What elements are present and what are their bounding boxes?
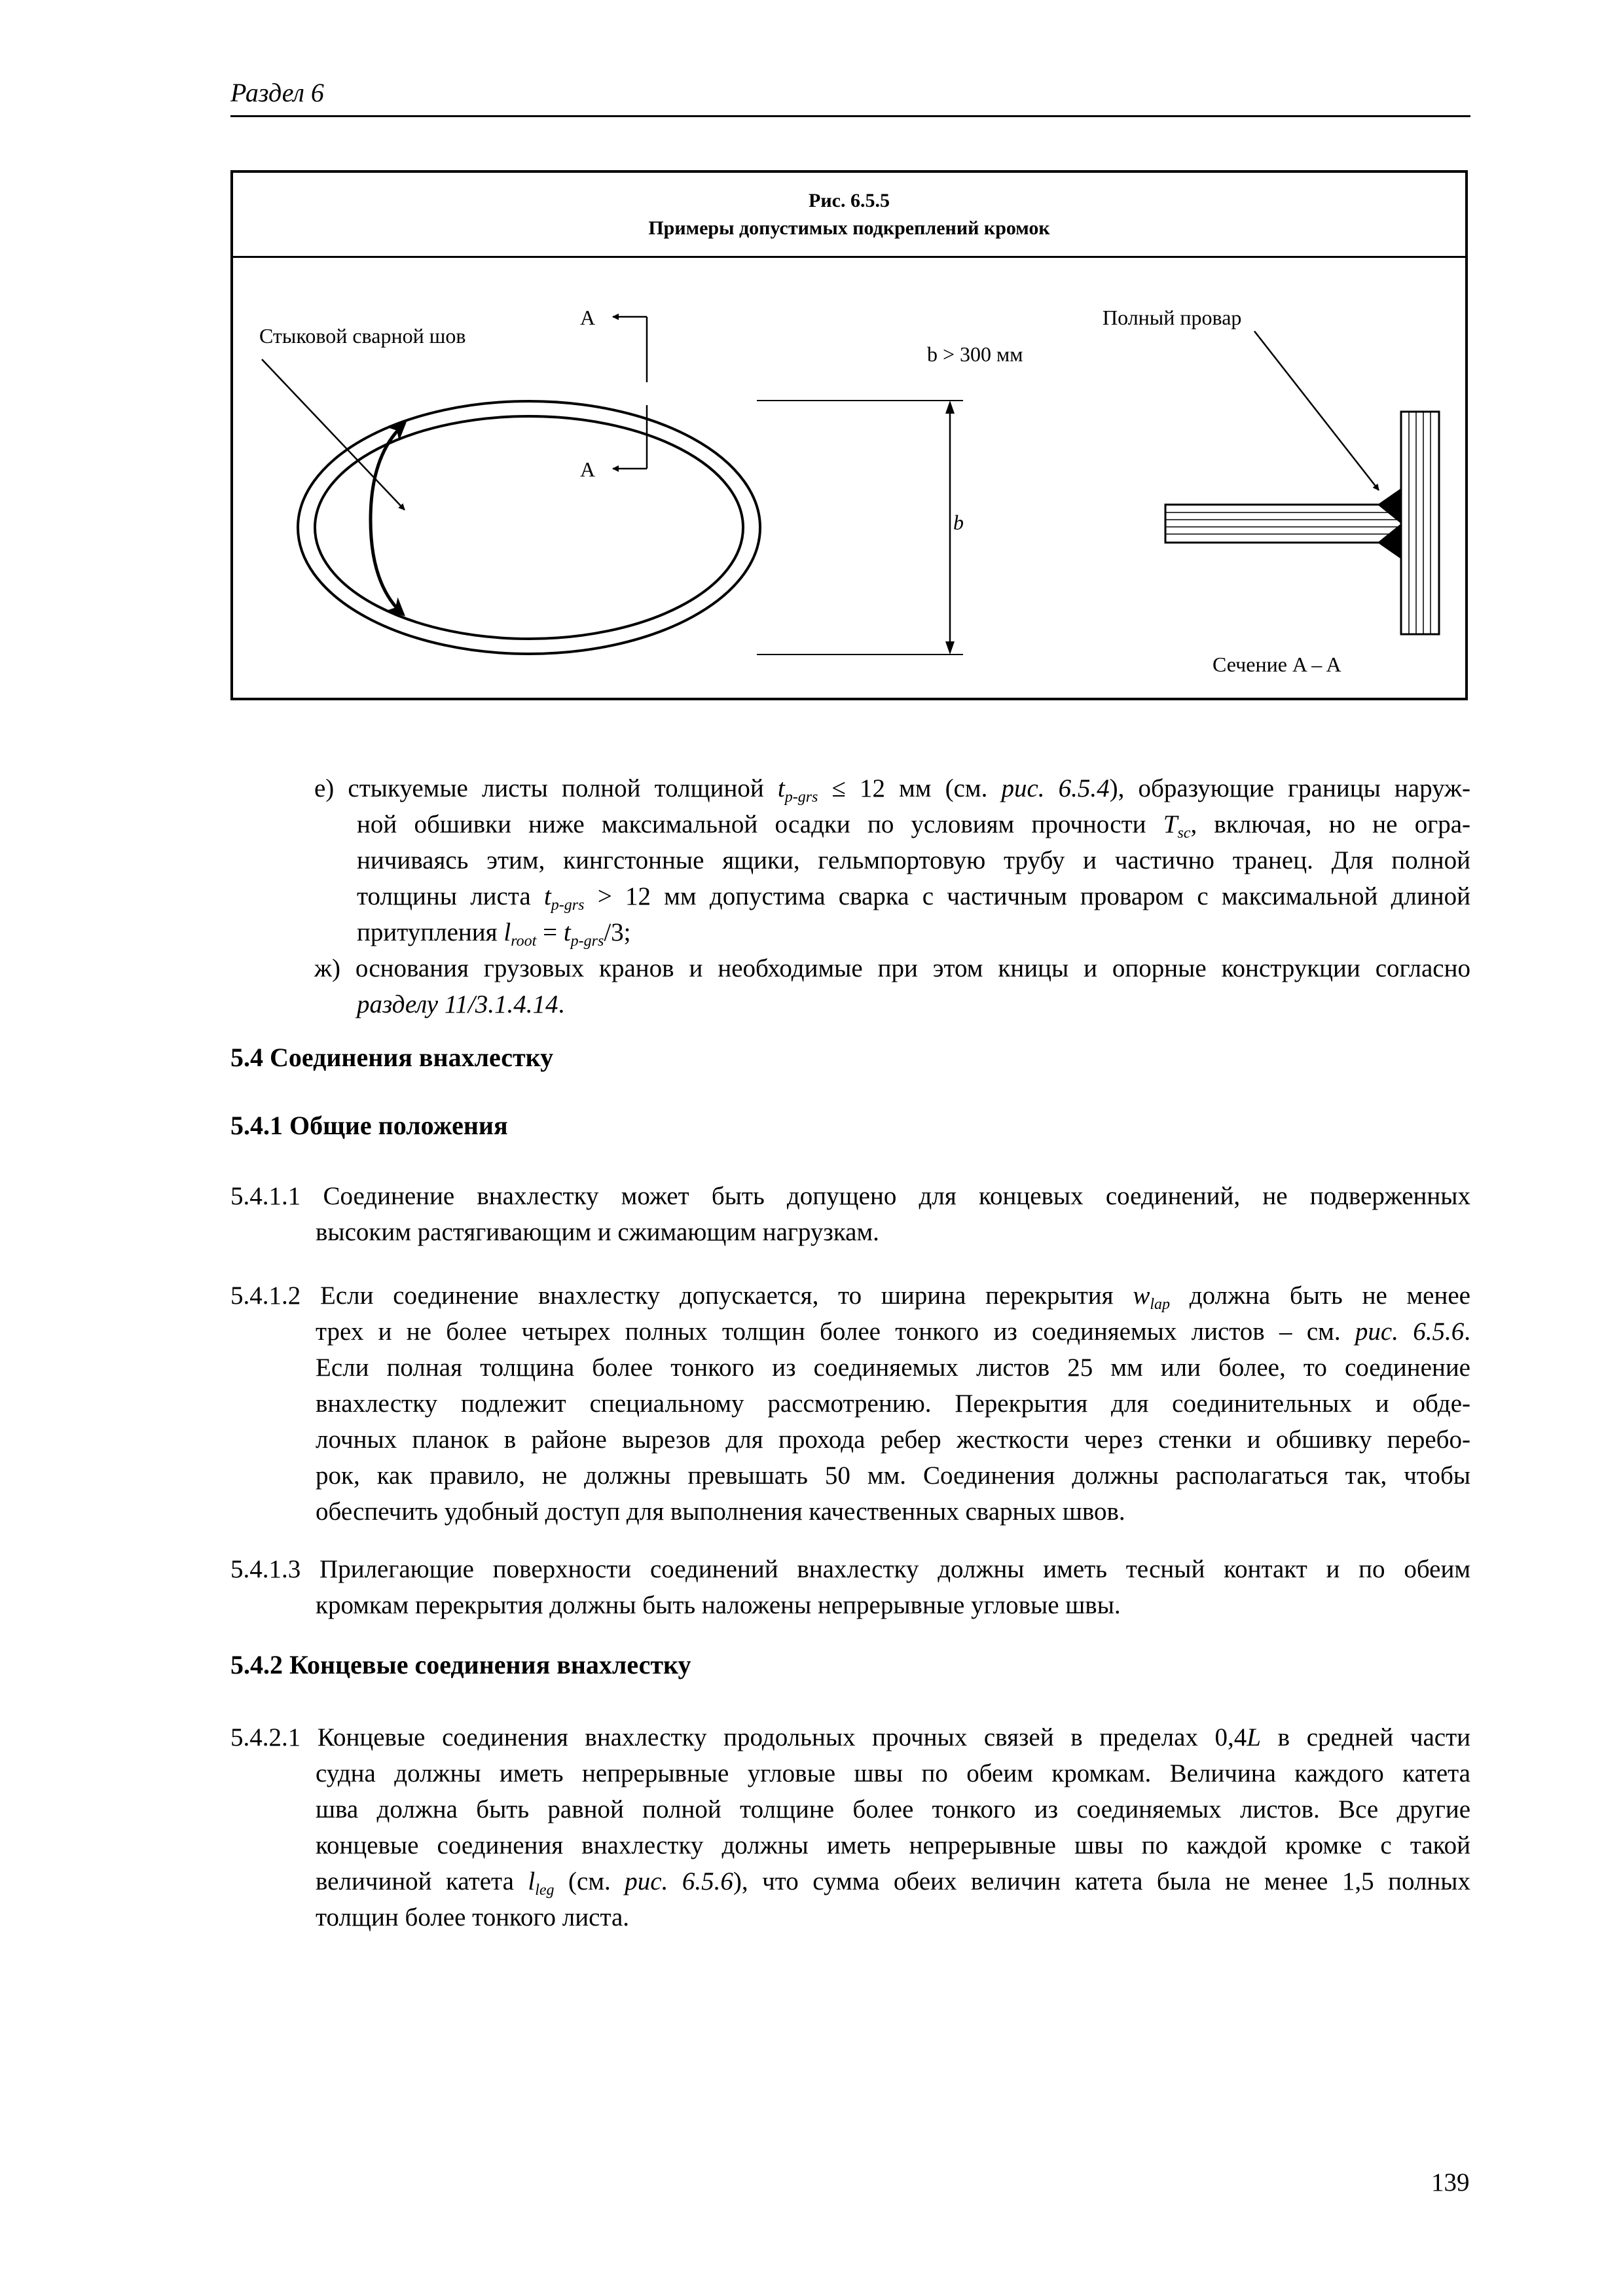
section-mark-a-top: A [580,306,596,329]
width-condition-label: b > 300 мм [927,342,1023,366]
opening-outer-ellipse [298,401,760,654]
para-5-4-2-1-line-5: величиной катета $l_{leg}$ (см. рис. 6.5.6), что сумма обеих величин катета была не менее 1,5 полных [316,1867,1470,1899]
item-e-line-3: ничиваясь этим, кингстонные ящики, гельмпортовую трубу и частично транец. Для полной [357,846,1470,874]
section-tee-profile [1165,412,1439,634]
page-number: 139 [1431,2168,1470,2197]
para-5-4-2-1-line-3: шва должна быть равной полной толщине более тонкого из соединяемых листов. Все другие [316,1795,1470,1823]
para-5-4-1-1 [230,1178,1470,1250]
opening-inner-ellipse [315,416,743,639]
section-a-a-label: Сечение A – A [1213,653,1341,676]
para-5-4-2-1-line-1: 5.4.2.1 Концевые соединения внахлестку продольных прочных связей в пределах 0,4L в средней части [230,1723,1470,1751]
para-5-4-1-1-line-2: высоким растягивающим и сжимающим нагрузкам. [316,1218,879,1246]
para-5-4-1-2-line-3: Если полная толщина более тонкого из соединяемых листов 25 мм или более, то соединение [316,1354,1470,1382]
rotation-arrow-lower [371,520,403,615]
para-5-4-1-2-line-4: внахлестку подлежит специальному рассмотрению. Перекрытия для соединительных и обде- [316,1390,1470,1418]
para-5-4-1-2-line-1: 5.4.1.2 Если соединение внахлестку допускается, то ширина перекрытия $w_{lap}$ должна быть не менее [230,1282,1470,1313]
full-penetration-leader [1254,331,1379,490]
item-zh-line-1: ж) основания грузовых кранов и необходимые при этом кницы и опорные конструкции согласно [314,954,1470,982]
item-e-line-4: толщины листа $t_{p-grs} > 12$ мм допустима сварка с частичным проваром с максимальной длиной [357,882,1470,914]
heading-5-4: 5.4 Соединения внахлестку [230,1043,554,1072]
figure-title: Примеры допустимых подкреплений кромок [648,217,1050,239]
para-5-4-1-3 [230,1551,1470,1623]
para-5-4-2-1-line-2: судна должны иметь непрерывные угловые швы по обеим кромкам. Величина каждого катета [316,1759,1470,1787]
heading-5-4-1: 5.4.1 Общие положения [230,1111,508,1140]
para-5-4-2-1 [230,1719,1470,1935]
item-e-line-2: ной обшивки ниже максимальной осадки по условиям прочности $T_{sc}$, включая, но не огра- [357,810,1471,842]
para-5-4-1-2 [230,1278,1470,1530]
para-5-4-2-1-line-6: толщин более тонкого листа. [316,1903,630,1931]
header-rule [230,115,1470,117]
para-5-4-1-2-line-2: трех и не более четырех полных толщин более тонкого из соединяемых листов – см. рис. 6.5.6. [316,1318,1471,1346]
para-5-4-1-3-line-2: кромкам перекрытия должны быть наложены непрерывные угловые швы. [316,1591,1121,1619]
dimension-b-label: b [953,511,964,534]
para-5-4-1-2-line-5: лочных планок в районе вырезов для прохода ребер жесткости через стенки и обшивку перебо- [316,1426,1470,1454]
figure-caption [233,173,1465,258]
item-zh-line-2: разделу 11/3.1.4.14. [357,990,565,1018]
butt-weld-label: Стыковой сварной шов [259,324,466,348]
dimension-arrow-top [945,401,955,414]
para-5-4-1-2-line-6: рок, как правило, не должны превышать 50 мм. Соединения должны располагаться так, чтобы [316,1462,1470,1490]
butt-weld-leader [262,359,405,510]
section-mark-a-bottom: A [580,457,596,481]
item-e [314,770,1470,950]
dimension-arrow-bottom [945,641,955,655]
full-penetration-label: Полный провар [1103,306,1242,329]
para-5-4-1-2-line-7: обеспечить удобный доступ для выполнения качественных сварных швов. [316,1498,1125,1526]
figure-frame [230,170,1468,700]
para-5-4-1-3-line-1: 5.4.1.3 Прилегающие поверхности соединений внахлестку должны иметь тесный контакт и по обеим [230,1555,1471,1583]
figure-drawing [233,258,1465,698]
running-head: Раздел 6 [230,78,324,107]
figure-number: Рис. 6.5.5 [809,190,890,211]
item-zh [314,950,1470,1022]
item-e-line-5: притупления $l_{root} = t_{p-grs}/3$; [357,918,631,950]
para-5-4-2-1-line-4: концевые соединения внахлестку должны иметь непрерывные швы по каждой кромке с такой [316,1831,1470,1859]
item-e-line-1: е) стыкуемые листы полной толщиной $t_{p-grs} \le 12$ мм (см. рис. 6.5.4), образующие границы наруж- [314,774,1470,806]
heading-5-4-2: 5.4.2 Концевые соединения внахлестку [230,1650,691,1679]
para-5-4-1-1-line-1: 5.4.1.1 Соединение внахлестку может быть допущено для концевых соединений, не подверженных [230,1182,1471,1210]
